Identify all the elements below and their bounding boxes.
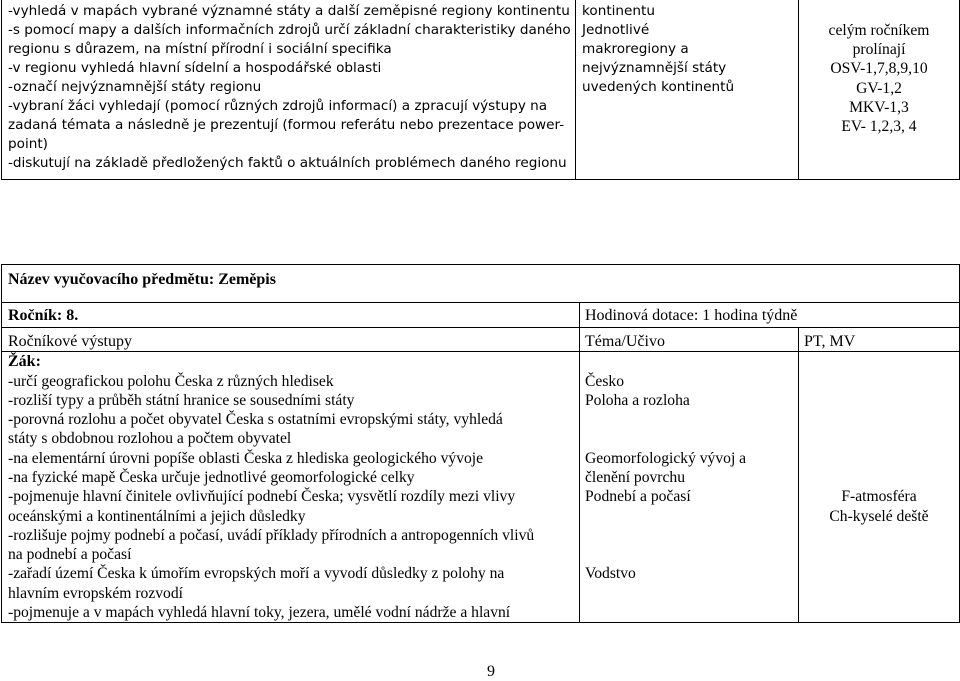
topic-water: Vodstvo [585, 565, 636, 583]
cross-topic-line: GV-1,2 [856, 79, 902, 97]
outcome-line: -diskutují na základě předložených faktů o aktuálních problémech daného regionu [8, 155, 567, 171]
header-topic: Téma/Učivo [580, 328, 799, 352]
cross-topic-line: celým ročníkem [828, 22, 930, 39]
outcome-line: -rozliší typy a průběh státní hranice se sousedními státy [8, 391, 355, 409]
outcome-line: -s pomocí mapy a dalších informačních zdrojů určí základní charakteristiky daného [8, 22, 571, 38]
outcome-line: hlavním evropském rozvodí [8, 584, 183, 602]
outcome-line: -pojmenuje hlavní činitele ovlivňující podnebí Česka; vysvětlí rozdíly mezi vlivy [8, 488, 516, 506]
topics-cell [580, 352, 799, 623]
outcome-line: -zařadí území Česka k úmořím evropských moří a vyvodí důsledky z polohy na [8, 565, 505, 583]
outcome-line: point) [8, 136, 48, 152]
cross-topics-cell [799, 0, 960, 180]
outcome-line: -označí nejvýznamnější státy regionu [8, 79, 262, 95]
topic-line: nejvýznamnější státy [582, 60, 727, 76]
topic-geomorphology-cont: členění povrchu [585, 468, 686, 486]
outcome-line: -v regionu vyhledá hlavní sídelní a hospodářské oblasti [8, 60, 382, 76]
curriculum-table-grade-8 [1, 264, 960, 623]
outcome-line: -porovná rozlohu a počet obyvatel Česka s ostatními evropskými státy, vyhledá [8, 411, 503, 429]
hours-label: Hodinová dotace: 1 hodina týdně [580, 303, 960, 328]
outcome-line: -na elementární úrovni popíše oblasti Česka z hlediska geologického vývoje [8, 449, 484, 467]
outcome-line: -pojmenuje a v mapách vyhledá hlavní toky, jezera, umělé vodní nádrže a hlavní [8, 604, 511, 622]
subject-title: Název vyučovacího předmětu: Zeměpis [2, 265, 960, 303]
outcome-line: regionu s důrazem, na místní přírodní i sociální specifika [8, 41, 392, 57]
topics-cell [576, 0, 799, 180]
topic-line: makroregiony a [582, 41, 689, 57]
outcomes-cell [2, 352, 580, 623]
grade-label: Ročník: 8. [2, 303, 580, 328]
topic-line: uvedených kontinentů [582, 79, 735, 95]
topic-geomorphology: Geomorfologický vývoj a [585, 449, 747, 467]
outcome-line: zadaná témata a následně je prezentují (formou referátu nebo prezentace power- [8, 117, 565, 133]
outcome-line: -určí geografickou polohu Česka z různých hledisek [8, 372, 334, 390]
outcome-line: -vyhledá v mapách vybrané významné státy a další zeměpisné regiony kontinentu [8, 3, 570, 19]
topic-czechia: Česko [585, 372, 624, 390]
cross-topic-line: EV- 1,2,3, 4 [841, 118, 917, 136]
header-outcomes: Ročníkové výstupy [2, 328, 580, 352]
topic-position: Poloha a rozloha [585, 391, 690, 409]
cross-topic-line: MKV-1,3 [849, 98, 909, 116]
page-number: 9 [487, 663, 495, 680]
cross-topic-line: prolínají [852, 41, 906, 59]
outcome-line: -vybraní žáci vyhledají (pomocí různých zdrojů informací) a zpracují výstupy na [8, 98, 548, 114]
topic-line: kontinentu [582, 3, 655, 19]
topic-line: Jednotlivé [582, 22, 650, 38]
student-label: Žák: [8, 353, 41, 371]
outcome-line: na podnebí a počasí [8, 546, 132, 564]
outcome-line: -rozlišuje pojmy podnebí a počasí, uvádí příklady přírodních a antropogenních vlivů [8, 526, 535, 544]
curriculum-table-continued [1, 0, 960, 180]
outcomes-cell [2, 0, 576, 180]
outcome-line: oceánskými a kontinentálními a jejich důsledky [8, 507, 306, 525]
outcome-line: státy s obdobnou rozlohou a počtem obyvatel [8, 430, 292, 448]
outcome-line: -na fyzické mapě Česka určuje jednotlivé geomorfologické celky [8, 468, 415, 486]
cross-topic-physics: F-atmosféra [841, 488, 917, 506]
cross-topic-line: OSV-1,7,8,9,10 [830, 60, 928, 78]
cross-topic-chemistry: Ch-kyselé deště [829, 507, 929, 525]
topic-climate: Podnebí a počasí [585, 488, 691, 506]
cross-topics-cell [799, 352, 960, 623]
header-cross-topics: PT, MV [799, 328, 960, 352]
